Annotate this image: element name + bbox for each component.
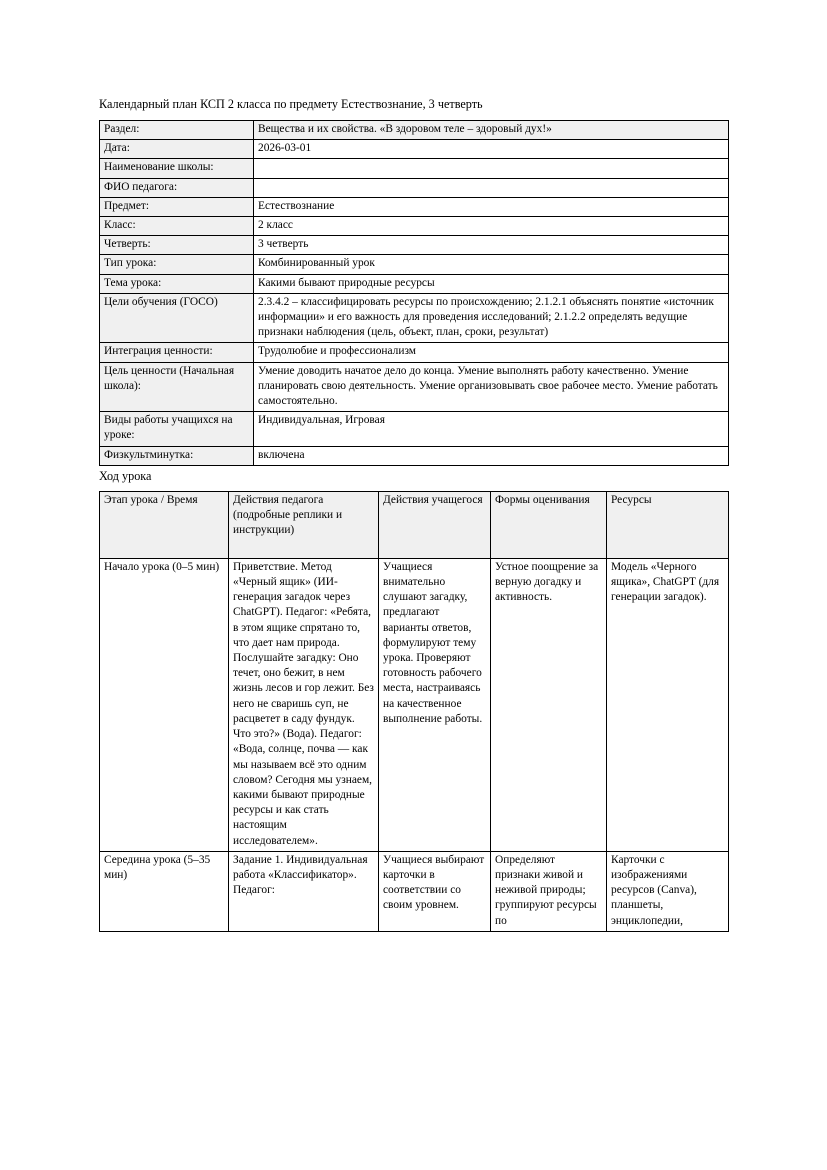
lesson-info-table (99, 120, 729, 466)
document-content (99, 96, 728, 932)
cell-stage-lesson-start: Начало урока (0–5 мин) (100, 558, 229, 851)
table-row (100, 217, 729, 236)
cell-teacher-lesson-middle: Задание 1. Индивидуальная работа «Классификатор». Педагог: (229, 851, 379, 931)
info-value-lesson-topic: Какими бывают природные ресурсы (254, 274, 729, 293)
table-row (100, 362, 729, 412)
table-row (100, 197, 729, 216)
table-row (100, 558, 729, 851)
table-row (100, 446, 729, 465)
lesson-flow-table (99, 491, 729, 932)
cell-assessment-lesson-middle: Определяют признаки живой и неживой природы; группируют ресурсы по (491, 851, 607, 931)
cell-teacher-lesson-start: Приветствие. Метод «Черный ящик» (ИИ-генерация загадок через ChatGPT). Педагог: «Ребята, в этом ящике спрятано то, что дает нам природа. Послушайте загадку: Оно течет, оно бежит, в нем жизнь лесов и гор лежит. Без него не сваришь суп, не расцветет в саду фундук. Что это?» (Вода). Педагог: «Вода, солнце, почва — как мы называем всё это одним словом? Сегодня мы узнаем, какими бывают природные ресурсы и как стать настоящим исследователем». (229, 558, 379, 851)
info-value-physical-break: включена (254, 446, 729, 465)
cell-resources-lesson-middle: Карточки с изображениями ресурсов (Canva), планшеты, энциклопедии, (607, 851, 729, 931)
lesson-flow-header (100, 491, 729, 558)
info-label-lesson-type: Тип урока: (100, 255, 254, 274)
info-value-work-types: Индивидуальная, Игровая (254, 412, 729, 446)
column-header-assessment-forms: Формы оценивания (491, 491, 607, 558)
info-label-class: Класс: (100, 217, 254, 236)
cell-stage-lesson-middle: Середина урока (5–35 мин) (100, 851, 229, 931)
column-header-student-actions: Действия учащегося (379, 491, 491, 558)
column-header-teacher-actions: Действия педагога (подробные реплики и инструкции) (229, 491, 379, 558)
cell-resources-lesson-start: Модель «Черного ящика», ChatGPT (для генерации загадок). (607, 558, 729, 851)
table-row (100, 178, 729, 197)
cell-assessment-lesson-start: Устное поощрение за верную догадку и активность. (491, 558, 607, 851)
info-value-learning-goals: 2.3.4.2 – классифицировать ресурсы по происхождению; 2.1.2.1 объяснять понятие «источник информации» и его важность для проведения исследований; 2.1.2.2 определять ведущие признаки наблюдения (цель, объект, план, сроки, результат) (254, 293, 729, 343)
info-label-subject: Предмет: (100, 197, 254, 216)
info-value-value-goal: Умение доводить начатое дело до конца. Умение выполнять работу качественно. Умение планировать свою деятельность. Умение организовывать свое рабочее место. Умение работать самостоятельно. (254, 362, 729, 412)
info-label-physical-break: Физкультминутка: (100, 446, 254, 465)
info-value-razdel: Вещества и их свойства. «В здоровом теле – здоровый дух!» (254, 121, 729, 140)
info-value-subject: Естествознание (254, 197, 729, 216)
info-value-quarter: 3 четверть (254, 236, 729, 255)
cell-student-lesson-start: Учащиеся внимательно слушают загадку, предлагают варианты ответов, формулируют тему урока. Проверяют готовность рабочего места, настраиваясь на качественное выполнение работы. (379, 558, 491, 851)
info-value-lesson-type: Комбинированный урок (254, 255, 729, 274)
cell-student-lesson-middle: Учащиеся выбирают карточки в соответствии со своим уровнем. (379, 851, 491, 931)
page-bottom-margin (0, 1068, 827, 1170)
table-row (100, 274, 729, 293)
info-value-data: 2026-03-01 (254, 140, 729, 159)
info-label-razdel: Раздел: (100, 121, 254, 140)
info-label-lesson-topic: Тема урока: (100, 274, 254, 293)
lesson-info-body (100, 121, 729, 466)
info-value-class: 2 класс (254, 217, 729, 236)
info-label-quarter: Четверть: (100, 236, 254, 255)
table-row (100, 236, 729, 255)
lesson-flow-heading: Ход урока (99, 468, 152, 483)
table-row (100, 851, 729, 931)
table-header-row (100, 491, 729, 558)
table-row (100, 293, 729, 343)
info-label-data: Дата: (100, 140, 254, 159)
info-label-school: Наименование школы: (100, 159, 254, 178)
info-label-value-integration: Интеграция ценности: (100, 343, 254, 362)
table-row (100, 121, 729, 140)
info-label-work-types: Виды работы учащихся на уроке: (100, 412, 254, 446)
table-row (100, 159, 729, 178)
info-value-school (254, 159, 729, 178)
info-value-value-integration: Трудолюбие и профессионализм (254, 343, 729, 362)
info-value-teacher-name (254, 178, 729, 197)
info-label-value-goal: Цель ценности (Начальная школа): (100, 362, 254, 412)
table-row (100, 343, 729, 362)
info-label-learning-goals: Цели обучения (ГОСО) (100, 293, 254, 343)
table-row (100, 255, 729, 274)
info-label-teacher-name: ФИО педагога: (100, 178, 254, 197)
column-header-resources: Ресурсы (607, 491, 729, 558)
table-row (100, 140, 729, 159)
page-title: Календарный план КСП 2 класса по предмету Естествознание, 3 четверть (99, 97, 483, 111)
table-row (100, 412, 729, 446)
column-header-stage: Этап урока / Время (100, 491, 229, 558)
lesson-flow-body (100, 558, 729, 931)
